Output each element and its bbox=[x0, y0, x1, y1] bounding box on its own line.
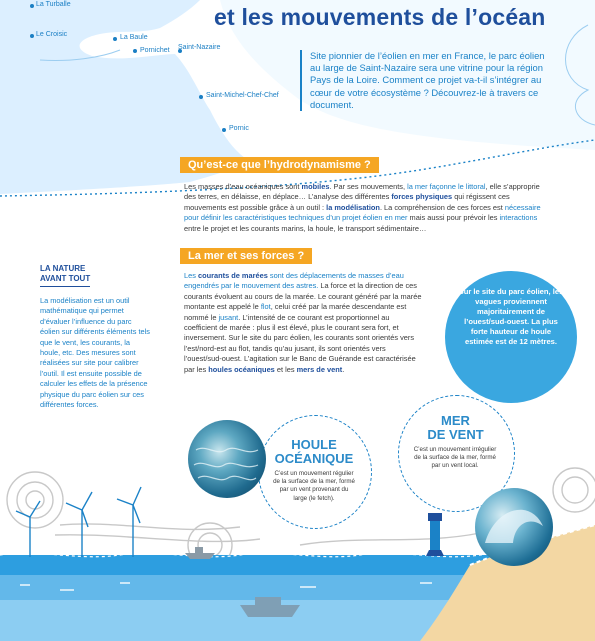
text-run: . La compréhension de ces forces est bbox=[379, 202, 505, 212]
map-place-label: La Baule bbox=[120, 34, 148, 41]
keyword: mobiles bbox=[301, 182, 330, 191]
text-run: et les bbox=[274, 364, 297, 374]
swirl-decoration bbox=[548, 20, 595, 130]
houle-text: C’est un mouvement régulier de la surface de la mer, formé par un vent provenant du large (le fetch). bbox=[273, 470, 355, 502]
page-title: et les mouvements de l’océan bbox=[214, 4, 546, 30]
map-dot bbox=[30, 4, 34, 8]
mer-de-vent-title-line: DE VENT bbox=[427, 427, 484, 442]
text-run: Les masses d’eau océaniques sont bbox=[184, 182, 302, 191]
sidebar-title bbox=[40, 264, 90, 287]
houle-photo-waves bbox=[188, 420, 266, 498]
map-place-label: Pornichet bbox=[140, 47, 170, 54]
text-run: . Par ses mouvements, bbox=[329, 182, 408, 191]
keyword: flot bbox=[260, 302, 271, 312]
map-dot bbox=[133, 49, 137, 53]
map-place-label: La Turballe bbox=[36, 1, 71, 8]
keyword: courants de marées bbox=[197, 271, 268, 280]
text-run: , celui créé par la marée descendante est nommé le bbox=[184, 302, 407, 322]
keyword: jusant bbox=[218, 312, 239, 322]
sidebar-title-line: LA NATURE bbox=[40, 264, 86, 273]
keyword: forces physiques bbox=[391, 192, 453, 202]
info-circle-text: Sur le site du parc éolien, les vagues proviennent majoritairement de l’ouest/sud-ouest. La plus forte hauteur de houle estimée est de 12 mètres. bbox=[458, 287, 564, 346]
map-place-label: Saint-Michel-Chef-Chef bbox=[206, 92, 279, 99]
section-hydrodynamisme-text bbox=[184, 182, 552, 234]
text-run: La force et la direction de ces courants évoluent au cours de la marée. Le courant généré par la marée montante est appelé le bbox=[184, 281, 422, 312]
keyword: interactions bbox=[499, 213, 538, 223]
mer-de-vent-photo-wave bbox=[475, 488, 553, 566]
houle-title-line: OCÉANIQUE bbox=[274, 451, 354, 466]
section-mer-forces-text bbox=[184, 271, 422, 375]
text-run: entre le projet et les courants marins, la houle, le transport sédimentaire… bbox=[184, 223, 427, 233]
sidebar-title-line: AVANT TOUT bbox=[40, 274, 91, 283]
text-run: sont des déplacements de masses d’eau engendrés par le mouvement des astres. bbox=[184, 271, 404, 291]
houle-title bbox=[270, 438, 358, 466]
section-heading-hydrodynamisme: Qu’est-ce que l’hydrodynamisme ? bbox=[180, 157, 379, 173]
text-run: . bbox=[342, 364, 345, 374]
houle-title-line: HOULE bbox=[291, 437, 337, 452]
text-run: qui régissent ces mouvements est possible grâce à un outil : bbox=[184, 192, 510, 212]
section-heading-mer-forces: La mer et ses forces ? bbox=[180, 248, 312, 264]
text-run: Les bbox=[184, 271, 198, 280]
mer-de-vent-title bbox=[408, 414, 503, 442]
map-dot bbox=[199, 95, 203, 99]
intro-text: Site pionnier de l’éolien en mer en France, le parc éolien au large de Saint-Nazaire sera une vitrine pour la région Pays de la Loire. Comment ce projet va-t-il s’intégrer au cœur de votre écosystème ? Découvrez-le à travers ce document. bbox=[300, 50, 550, 111]
keyword: nécessaire pour définir les caractéristiques techniques d’un projet éolien en mer bbox=[184, 202, 541, 223]
keyword: mers de vent bbox=[296, 364, 343, 374]
map-place-label: Pornic bbox=[229, 125, 249, 132]
text-run: , elle s’approprie des terres, en délaisse, en déplace… L’analyse des différentes bbox=[184, 182, 540, 202]
map-dot bbox=[30, 34, 34, 38]
sidebar-text: La modélisation est un outil mathématique qui permet d’évaluer l’influence du parc éolien sur différents éléments tels que le vent, les courants, la houle, etc. Des mesures sont réalisées sur site pour calibrer l’outil. Il est ensuite possible de calculer les effets de la présence physique du parc éolien sur ces différentes forces. bbox=[40, 296, 150, 410]
map-dot bbox=[222, 128, 226, 132]
map-place-label: Saint-Nazaire bbox=[178, 44, 221, 51]
keyword: la modélisation bbox=[326, 202, 380, 212]
map-place-label: Le Croisic bbox=[36, 31, 68, 38]
text-run: . L’intensité de ce courant est proportionnel au coefficient de marée : plus il est élevé, plus le courant sera fort, et inversement. Sur le site du parc éolien, les courants sont orientés vers l’est/nord-est au flot, tandis qu’au jusant, ils sont orientés vers l’ouest/sud-ouest. L’agitation sur le Banc de Guérande est caractérisée par les bbox=[184, 312, 416, 374]
keyword: houles océaniques bbox=[208, 364, 275, 374]
map-dot bbox=[113, 37, 117, 41]
mer-de-vent-title-line: MER bbox=[441, 413, 470, 428]
mer-de-vent-text: C’est un mouvement irrégulier de la surface de la mer, formé par un vent local. bbox=[413, 446, 497, 470]
keyword: la mer façonne le littoral bbox=[407, 182, 486, 191]
text-run: mais aussi pour prévoir les bbox=[407, 213, 500, 223]
